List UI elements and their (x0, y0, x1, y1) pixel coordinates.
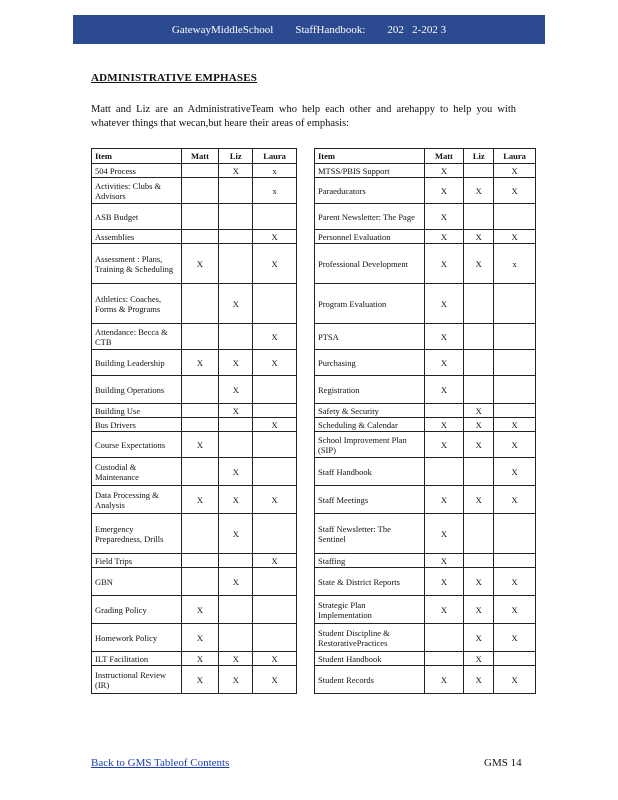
liz-cell (464, 350, 494, 376)
table-row (92, 230, 297, 244)
laura-cell: X (494, 568, 536, 596)
table-row (315, 486, 536, 514)
header-year: 202 2-202 3 (387, 23, 447, 36)
item-cell: Student Discipline & RestorativePractices (315, 624, 425, 652)
item-cell: Building Leadership (92, 350, 182, 376)
table-row (315, 432, 536, 458)
table-row (315, 568, 536, 596)
laura-cell: X (494, 666, 536, 694)
item-cell: Athletics: Coaches, Forms & Programs (92, 284, 182, 324)
laura-cell (253, 624, 297, 652)
col-header-item: Item (315, 149, 425, 164)
laura-cell: X (253, 666, 297, 694)
table-row (92, 350, 297, 376)
liz-cell (219, 432, 253, 458)
liz-cell (464, 284, 494, 324)
matt-cell (424, 404, 464, 418)
item-cell: Building Operations (92, 376, 182, 404)
matt-cell: X (424, 284, 464, 324)
table-row (92, 458, 297, 486)
laura-cell: X (494, 418, 536, 432)
header-school: GatewayMiddleSchool (171, 23, 274, 36)
table-row (315, 244, 536, 284)
liz-cell: X (464, 244, 494, 284)
item-cell: Grading Policy (92, 596, 182, 624)
col-header-matt: Matt (181, 149, 219, 164)
matt-cell (181, 404, 219, 418)
table-row (92, 376, 297, 404)
laura-cell (253, 404, 297, 418)
item-cell: Staff Meetings (315, 486, 425, 514)
liz-cell (219, 324, 253, 350)
laura-cell: X (494, 624, 536, 652)
liz-cell: X (464, 432, 494, 458)
table-row (315, 404, 536, 418)
item-cell: Building Use (92, 404, 182, 418)
laura-cell: x (253, 164, 297, 178)
item-cell: MTSS/PBIS Support (315, 164, 425, 178)
laura-cell (253, 568, 297, 596)
liz-cell: X (219, 514, 253, 554)
liz-cell: X (219, 486, 253, 514)
table-header-row (92, 149, 297, 164)
item-cell: State & District Reports (315, 568, 425, 596)
liz-cell (219, 624, 253, 652)
table-row (315, 624, 536, 652)
back-to-contents-link[interactable]: Back to GMS Tableof Contents (91, 757, 230, 769)
item-cell: Professional Development (315, 244, 425, 284)
table-header-row (315, 149, 536, 164)
matt-cell: X (181, 652, 219, 666)
laura-cell (253, 596, 297, 624)
laura-cell: X (494, 164, 536, 178)
item-cell: Parent Newsletter: The Page (315, 204, 425, 230)
matt-cell (424, 652, 464, 666)
col-header-liz: Liz (464, 149, 494, 164)
item-cell: Field Trips (92, 554, 182, 568)
liz-cell (464, 554, 494, 568)
laura-cell: X (494, 596, 536, 624)
table-row (315, 324, 536, 350)
item-cell: Purchasing (315, 350, 425, 376)
table-row (315, 418, 536, 432)
matt-cell (181, 568, 219, 596)
item-cell: ASB Budget (92, 204, 182, 230)
matt-cell: X (181, 350, 219, 376)
table-row (315, 350, 536, 376)
table-row (92, 432, 297, 458)
liz-cell: X (219, 350, 253, 376)
laura-cell (494, 376, 536, 404)
matt-cell: X (181, 432, 219, 458)
table-row (92, 652, 297, 666)
liz-cell: X (464, 418, 494, 432)
laura-cell (253, 458, 297, 486)
table-row (92, 418, 297, 432)
table-row (315, 164, 536, 178)
table-row (92, 568, 297, 596)
item-cell: 504 Process (92, 164, 182, 178)
liz-cell: X (464, 178, 494, 204)
liz-cell: X (464, 486, 494, 514)
liz-cell (219, 596, 253, 624)
matt-cell: X (424, 486, 464, 514)
table-row (92, 324, 297, 350)
laura-cell (494, 652, 536, 666)
col-header-laura: Laura (253, 149, 297, 164)
matt-cell (181, 458, 219, 486)
table-row (315, 204, 536, 230)
matt-cell: X (181, 624, 219, 652)
matt-cell (181, 164, 219, 178)
matt-cell (181, 418, 219, 432)
laura-cell (494, 404, 536, 418)
intro-paragraph: Matt and Liz are an AdministrativeTeam who help each other and arehappy to help you with whatever things that wecan,but heare their areas of emphasis: (91, 104, 516, 129)
item-cell: Program Evaluation (315, 284, 425, 324)
matt-cell: X (424, 164, 464, 178)
liz-cell: X (464, 568, 494, 596)
item-cell: ILT Facilitation (92, 652, 182, 666)
liz-cell: X (219, 284, 253, 324)
laura-cell (494, 514, 536, 554)
laura-cell: X (253, 418, 297, 432)
matt-cell (181, 514, 219, 554)
item-cell: Assessment : Plans, Training & Scheduling (92, 244, 182, 284)
table-row (92, 404, 297, 418)
matt-cell (424, 458, 464, 486)
liz-cell: X (464, 666, 494, 694)
laura-cell (253, 284, 297, 324)
laura-cell: X (253, 324, 297, 350)
matt-cell (181, 284, 219, 324)
matt-cell: X (424, 666, 464, 694)
item-cell: Student Handbook (315, 652, 425, 666)
matt-cell: X (424, 554, 464, 568)
liz-cell (219, 178, 253, 204)
laura-cell: x (494, 244, 536, 284)
matt-cell: X (424, 324, 464, 350)
matt-cell: X (181, 244, 219, 284)
laura-cell: X (253, 554, 297, 568)
laura-cell (253, 432, 297, 458)
laura-cell (494, 554, 536, 568)
item-cell: Custodial & Maintenance (92, 458, 182, 486)
table-row (92, 514, 297, 554)
liz-cell (464, 204, 494, 230)
table-row (92, 666, 297, 694)
emphases-table-left (91, 148, 297, 694)
col-header-matt: Matt (424, 149, 464, 164)
header-banner (73, 15, 545, 44)
table-row (92, 284, 297, 324)
col-header-item: Item (92, 149, 182, 164)
liz-cell: X (219, 404, 253, 418)
liz-cell (219, 418, 253, 432)
laura-cell: X (253, 244, 297, 284)
page-number: GMS 14 (484, 757, 522, 769)
matt-cell: X (424, 418, 464, 432)
liz-cell (464, 514, 494, 554)
matt-cell: X (181, 486, 219, 514)
liz-cell (219, 230, 253, 244)
liz-cell (219, 204, 253, 230)
liz-cell: X (219, 458, 253, 486)
item-cell: Personnel Evaluation (315, 230, 425, 244)
liz-cell (464, 164, 494, 178)
laura-cell: X (494, 178, 536, 204)
matt-cell: X (424, 514, 464, 554)
laura-cell (494, 284, 536, 324)
matt-cell: X (181, 596, 219, 624)
table-row (315, 458, 536, 486)
laura-cell: X (494, 432, 536, 458)
liz-cell: X (219, 652, 253, 666)
matt-cell: X (424, 350, 464, 376)
liz-cell (219, 554, 253, 568)
matt-cell: X (424, 596, 464, 624)
matt-cell: X (181, 666, 219, 694)
laura-cell: X (494, 230, 536, 244)
table-row (315, 652, 536, 666)
table-row (315, 284, 536, 324)
laura-cell (494, 204, 536, 230)
matt-cell: X (424, 244, 464, 284)
page-heading: ADMINISTRATIVE EMPHASES (91, 72, 258, 84)
matt-cell (181, 376, 219, 404)
liz-cell: X (219, 164, 253, 178)
item-cell: GBN (92, 568, 182, 596)
liz-cell (464, 458, 494, 486)
col-header-liz: Liz (219, 149, 253, 164)
liz-cell (464, 324, 494, 350)
item-cell: Paraeducators (315, 178, 425, 204)
liz-cell (219, 244, 253, 284)
table-row (92, 178, 297, 204)
laura-cell: X (253, 652, 297, 666)
matt-cell: X (424, 230, 464, 244)
table-row (315, 514, 536, 554)
liz-cell: X (219, 376, 253, 404)
laura-cell (253, 204, 297, 230)
table-row (315, 230, 536, 244)
table-row (92, 204, 297, 230)
item-cell: Data Processing & Analysis (92, 486, 182, 514)
item-cell: Staff Newsletter: The Sentinel (315, 514, 425, 554)
emphases-table-right (314, 148, 536, 694)
table-row (315, 596, 536, 624)
laura-cell (494, 350, 536, 376)
item-cell: Staffing (315, 554, 425, 568)
matt-cell: X (424, 568, 464, 596)
liz-cell: X (464, 596, 494, 624)
item-cell: Scheduling & Calendar (315, 418, 425, 432)
table-row (315, 178, 536, 204)
item-cell: Attendance: Becca & CTB (92, 324, 182, 350)
item-cell: Strategic Plan Implementation (315, 596, 425, 624)
liz-cell: X (219, 568, 253, 596)
item-cell: Emergency Preparedness, Drills (92, 514, 182, 554)
table-row (315, 666, 536, 694)
table-row (315, 376, 536, 404)
liz-cell: X (464, 404, 494, 418)
item-cell: PTSA (315, 324, 425, 350)
matt-cell (181, 554, 219, 568)
liz-cell: X (464, 652, 494, 666)
col-header-laura: Laura (494, 149, 536, 164)
laura-cell (253, 514, 297, 554)
laura-cell: X (253, 486, 297, 514)
liz-cell: X (219, 666, 253, 694)
table-row (92, 244, 297, 284)
table-row (92, 554, 297, 568)
laura-cell: x (253, 178, 297, 204)
matt-cell: X (424, 432, 464, 458)
item-cell: Safety & Security (315, 404, 425, 418)
matt-cell (424, 624, 464, 652)
item-cell: Staff Handbook (315, 458, 425, 486)
matt-cell: X (424, 178, 464, 204)
item-cell: Activities: Clubs & Advisors (92, 178, 182, 204)
liz-cell: X (464, 624, 494, 652)
laura-cell: X (253, 350, 297, 376)
laura-cell (494, 324, 536, 350)
item-cell: Bus Drivers (92, 418, 182, 432)
table-row (92, 486, 297, 514)
table-row (92, 164, 297, 178)
item-cell: Registration (315, 376, 425, 404)
laura-cell: X (494, 458, 536, 486)
matt-cell (181, 204, 219, 230)
item-cell: Homework Policy (92, 624, 182, 652)
laura-cell: X (253, 230, 297, 244)
item-cell: Assemblies (92, 230, 182, 244)
item-cell: Course Expectations (92, 432, 182, 458)
matt-cell: X (424, 376, 464, 404)
matt-cell (181, 230, 219, 244)
laura-cell: X (494, 486, 536, 514)
matt-cell: X (424, 204, 464, 230)
item-cell: School Improvement Plan (SIP) (315, 432, 425, 458)
item-cell: Student Records (315, 666, 425, 694)
matt-cell (181, 178, 219, 204)
table-row (92, 596, 297, 624)
laura-cell (253, 376, 297, 404)
table-row (315, 554, 536, 568)
matt-cell (181, 324, 219, 350)
header-handbook: StaffHandbook: (295, 23, 366, 36)
table-row (92, 624, 297, 652)
liz-cell (464, 376, 494, 404)
item-cell: Instructional Review (IR) (92, 666, 182, 694)
liz-cell: X (464, 230, 494, 244)
